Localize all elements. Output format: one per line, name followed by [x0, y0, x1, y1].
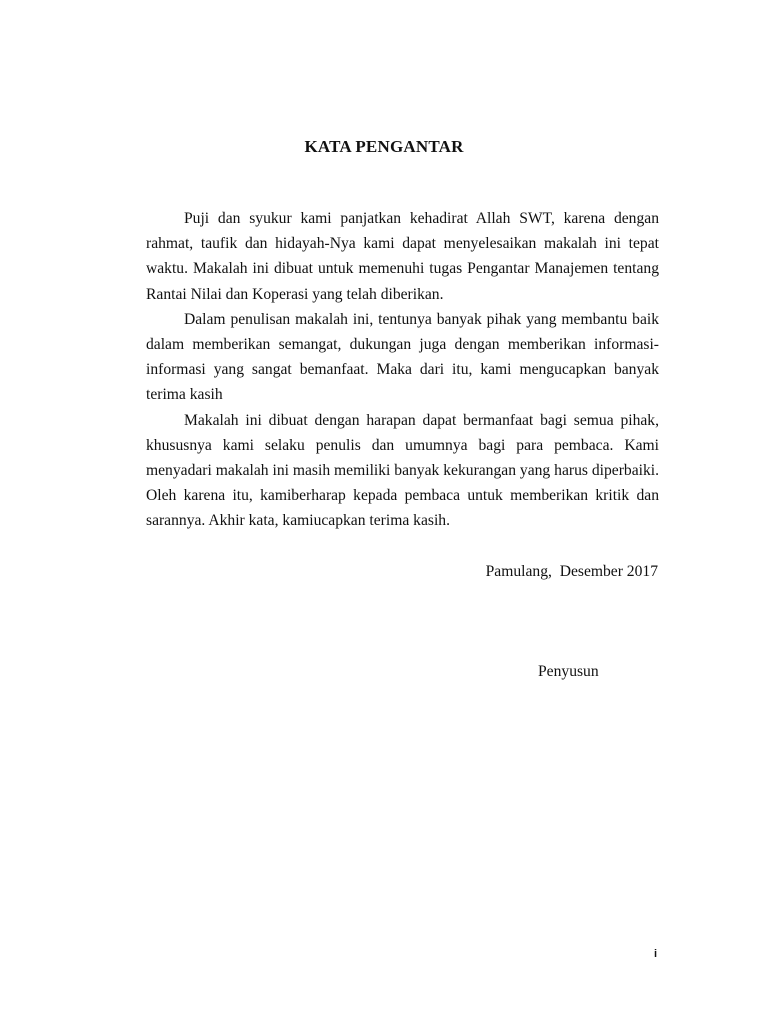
foreword-body [146, 206, 659, 534]
paragraph-3: Makalah ini dibuat dengan harapan dapat bermanfaat bagi semua pihak, khususnya kami selaku penulis dan umumnya bagi para pembaca. Kami menyadari makalah ini masih memiliki banyak kekurangan yang harus diperbaiki. Oleh karena itu, kamiberharap kepada pembaca untuk memberikan kritik dan sarannya. Akhir kata, kamiucapkan terima kasih. [146, 411, 659, 530]
place-date: Pamulang, Desember 2017 [485, 563, 658, 580]
author-signature: Penyusun [538, 663, 599, 680]
paragraph-1: Puji dan syukur kami panjatkan kehadirat Allah SWT, karena dengan rahmat, taufik dan hidayah-Nya kami dapat menyelesaikan makalah ini tepat waktu. Makalah ini dibuat untuk memenuhi tugas Pengantar Manajemen tentang Rantai Nilai dan Koperasi yang telah diberikan. [146, 210, 659, 303]
page-number: i [654, 948, 658, 960]
paragraph-2: Dalam penulisan makalah ini, tentunya banyak pihak yang membantu baik dalam memberikan semangat, dukungan juga dengan memberikan informasi-informasi yang sangat bemanfaat. Maka dari itu, kami mengucapkan banyak terima kasih [146, 310, 659, 404]
page-title: KATA PENGANTAR [304, 137, 464, 156]
